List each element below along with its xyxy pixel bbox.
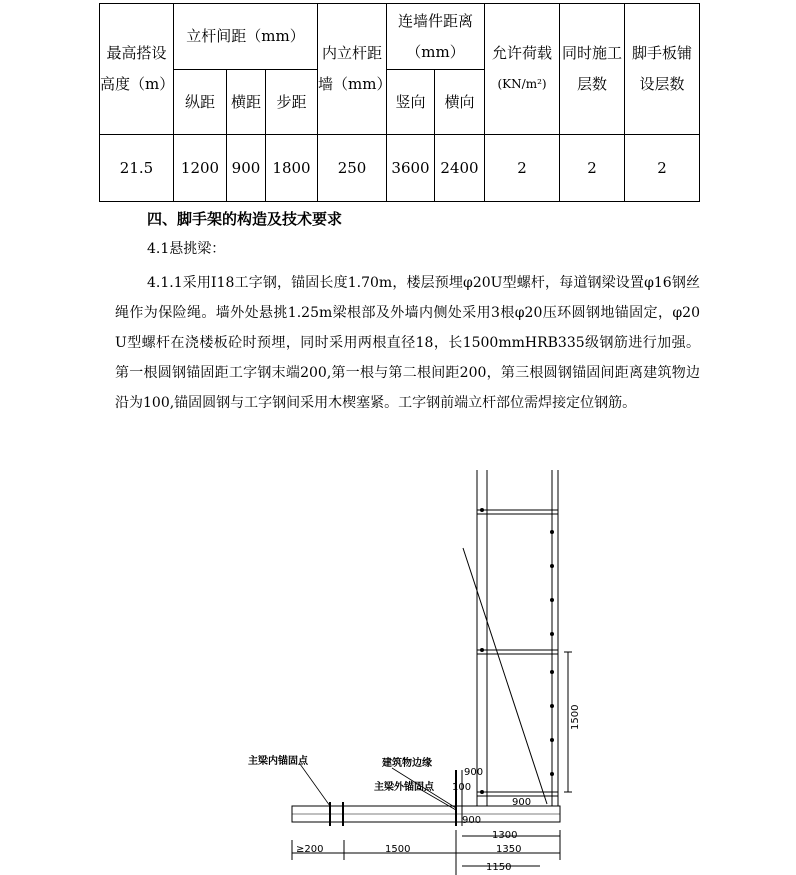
cell-inner-pole-to-wall: 250 [318, 135, 387, 202]
dim-900-bottom: 900 [462, 815, 482, 826]
header-allowable-load-label: 允许荷载 [492, 44, 553, 62]
cell-horizontal: 2400 [435, 135, 485, 202]
section-heading: 四、脚手架的构造及技术要求 [147, 210, 343, 228]
header-inner-pole-to-wall: 内立杆距墙（mm） [318, 4, 387, 135]
header-max-height: 最高搭设高度（m） [100, 4, 174, 135]
cell-longitudinal: 1200 [174, 135, 227, 202]
header-longitudinal: 纵距 [174, 70, 227, 135]
cell-simultaneous-layers: 2 [560, 135, 625, 202]
label-outer-anchor: 主梁外锚固点 [374, 782, 434, 793]
cell-allowable-load: 2 [485, 135, 560, 202]
cell-board-layers: 2 [625, 135, 700, 202]
cell-max-height: 21.5 [100, 135, 174, 202]
dim-1500-vertical: 1500 [570, 704, 581, 730]
header-board-layers: 脚手板铺设层数 [625, 4, 700, 135]
dim-1350: 1350 [496, 844, 522, 855]
dim-ge200: ≥200 [296, 844, 324, 855]
subsection-title: 4.1悬挑梁： [147, 241, 226, 257]
dim-900-top: 900 [464, 767, 484, 778]
cell-step: 1800 [266, 135, 318, 202]
steel-wire-rope [463, 548, 547, 804]
header-horizontal: 横向 [435, 70, 485, 135]
header-simultaneous-layers: 同时施工层数 [560, 4, 625, 135]
dim-100: 100 [452, 782, 472, 793]
dim-1150: 1150 [486, 862, 512, 873]
label-building-edge: 建筑物边缘 [382, 758, 432, 769]
cell-transverse: 900 [227, 135, 266, 202]
dim-1300: 1300 [492, 830, 518, 841]
dim-1500-horizontal: 1500 [385, 844, 411, 855]
header-pole-spacing: 立杆间距（mm） [174, 4, 318, 70]
paragraph-text: 4.1.1采用I18工字钢，锚固长度1.70m，楼层预埋φ20U型螺杆，每道钢梁设置φ16钢丝绳作为保险绳。墙外处悬挑1.25m梁根部及外墙内侧处采用3根φ20压环圆钢地锚固定，φ20 U型螺杆在浇楼板砼时预埋，同时采用两根直径18，长1500mmHRB335级钢筋进行加强。第一根圆钢锚固距工字钢末端200,第一根与第二根间距200，第三根圆钢锚固间距离建筑物边沿为100,锚固圆钢与工字钢间采用木楔塞紧。工字钢前端立杆部位需焊接定位钢筋。 [115, 275, 700, 411]
cell-vertical: 3600 [387, 135, 435, 202]
header-tie-spacing: 连墙件距离（mm） [387, 4, 485, 70]
header-step: 步距 [266, 70, 318, 135]
label-inner-anchor: 主梁内锚固点 [248, 756, 308, 767]
header-transverse: 横距 [227, 70, 266, 135]
header-load-unit: (KN/m²) [497, 77, 547, 91]
header-vertical: 竖向 [387, 70, 435, 135]
dim-900-beam: 900 [512, 797, 532, 808]
